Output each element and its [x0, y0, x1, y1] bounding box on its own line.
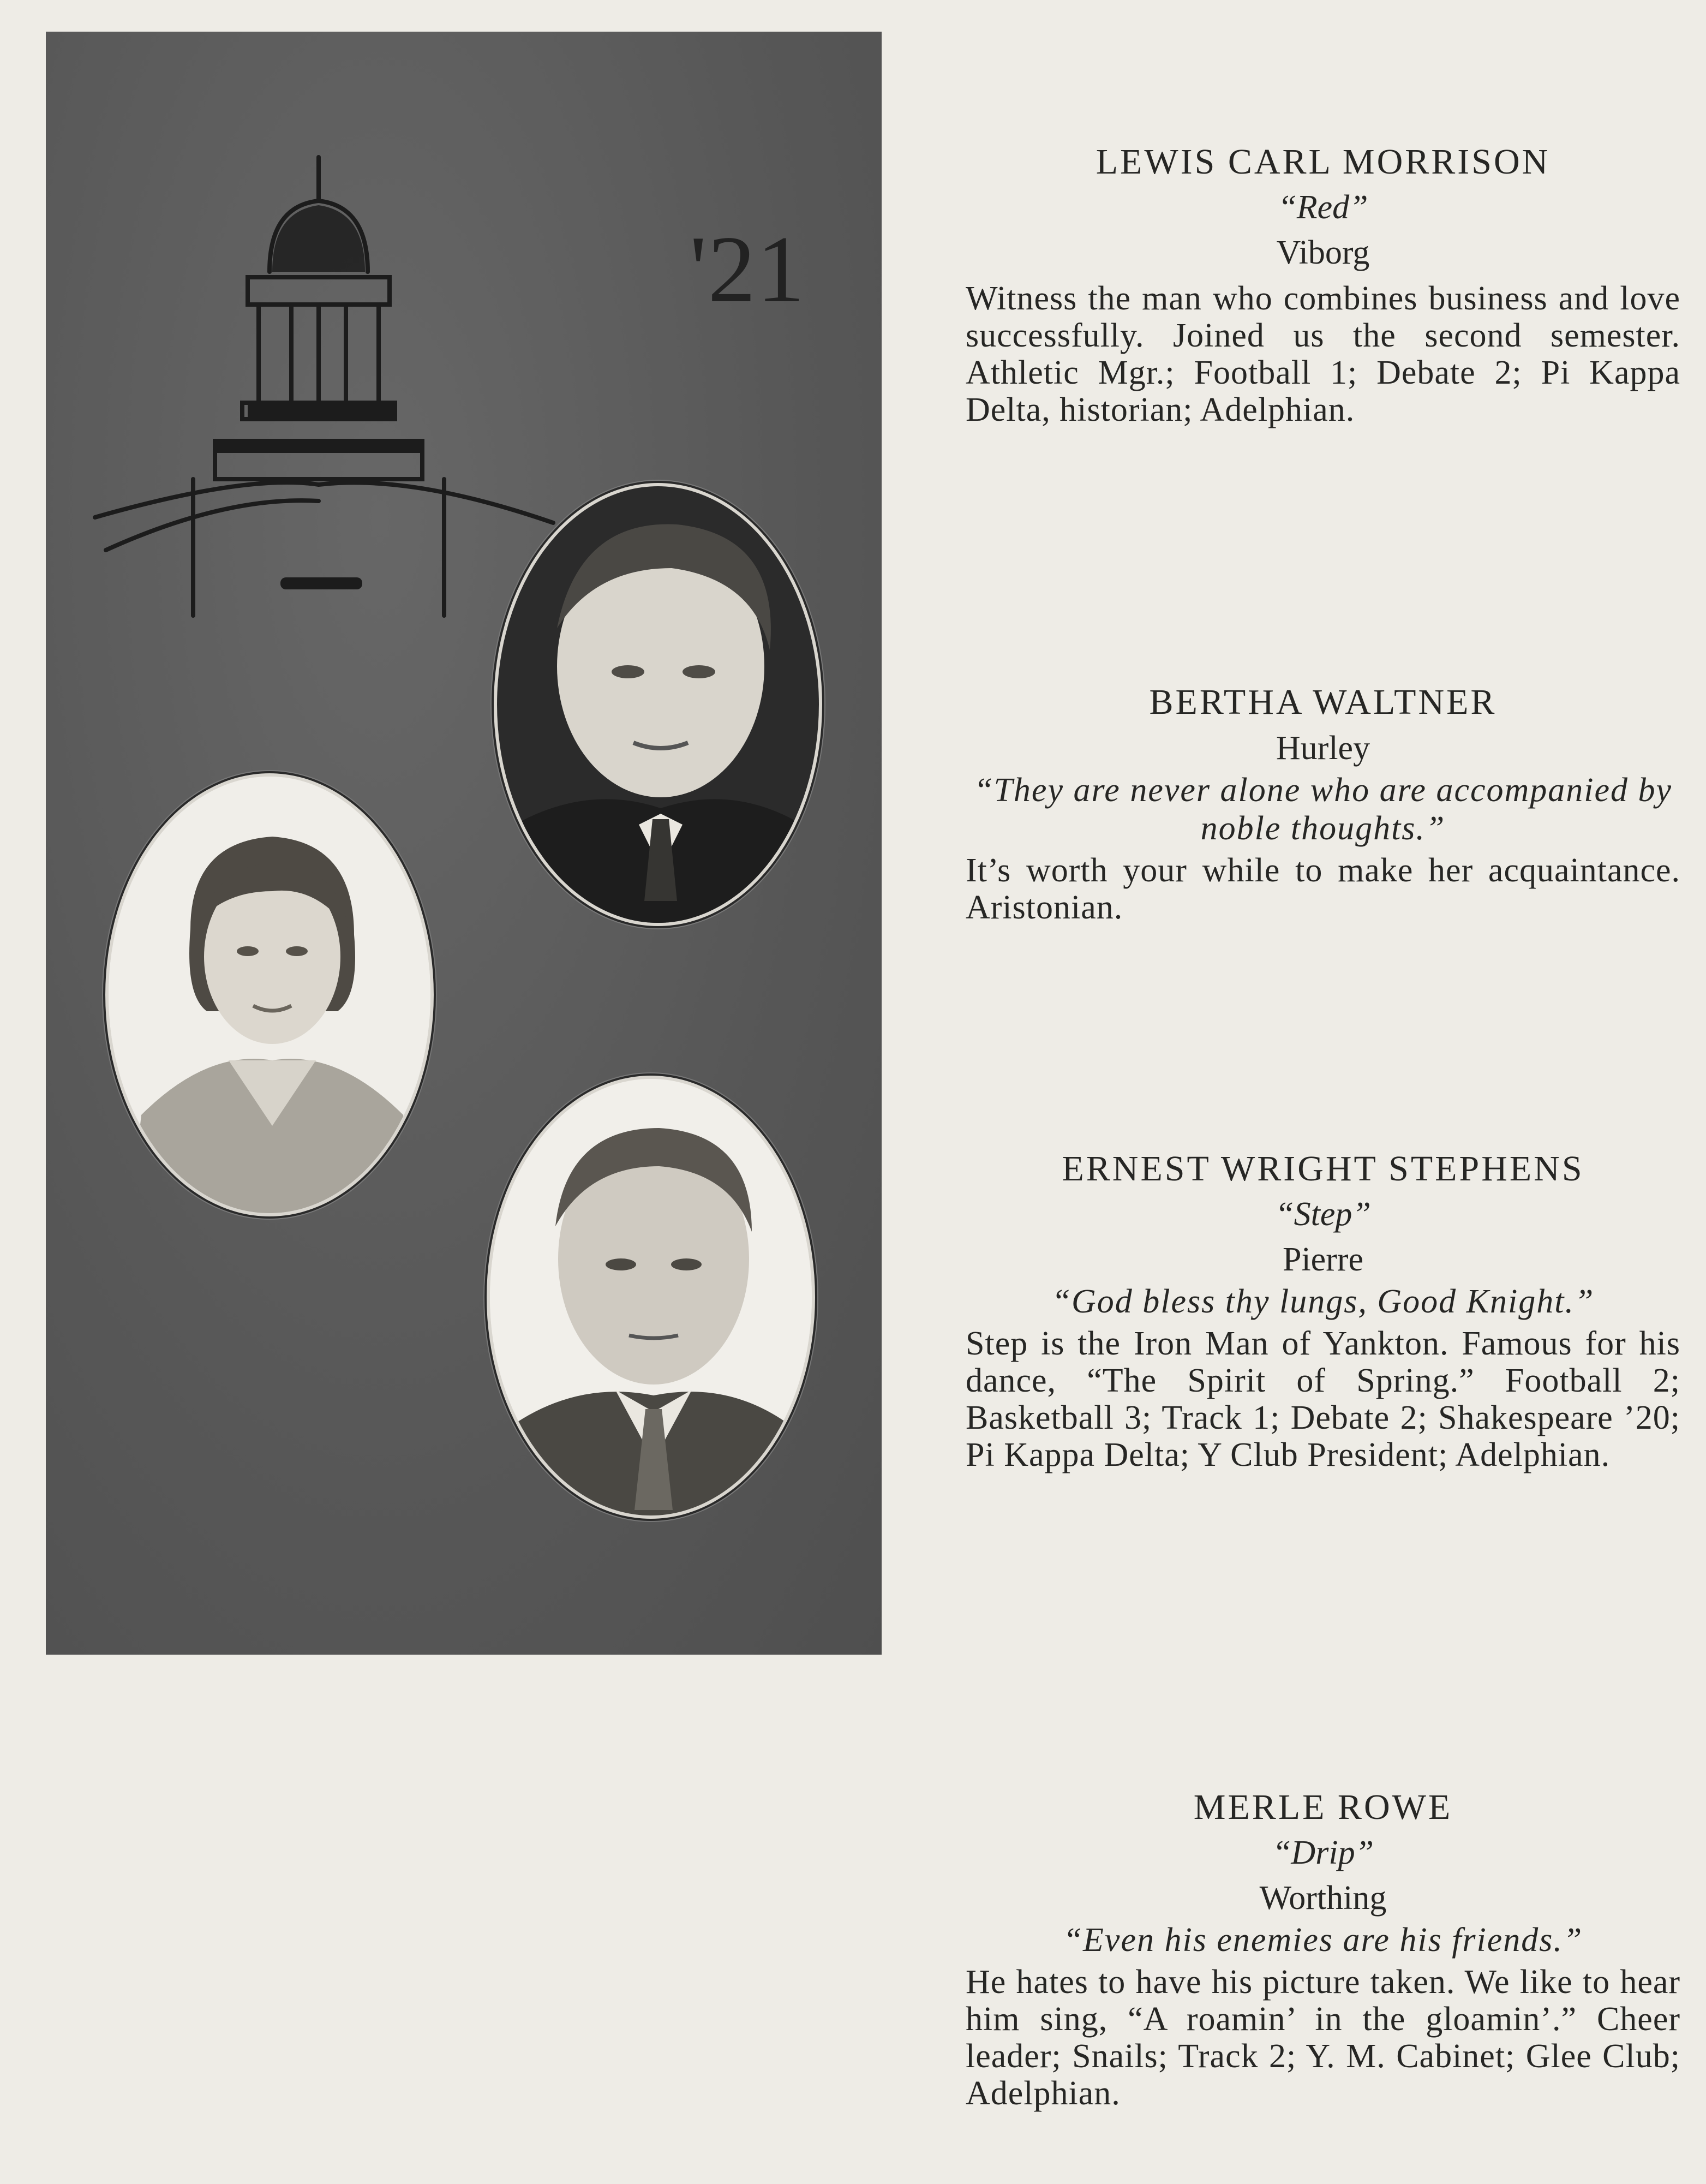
entry-bertha-waltner — [966, 679, 1680, 926]
entry-town: Hurley — [1276, 730, 1370, 767]
photo-panel — [46, 32, 882, 1655]
entry-name: LEWIS CARL MORRISON — [1096, 142, 1551, 182]
entry-lewis-carl-morrison — [966, 139, 1680, 428]
portrait-ernest-wright-stephens — [487, 1076, 815, 1519]
entry-quote: “God bless thy lungs, Good Knight.” — [1051, 1283, 1595, 1320]
entry-nickname: “Red” — [1278, 189, 1368, 226]
entry-bio: He hates to have his picture taken. We like to hear him sing, “A roamin’ in the gloamin’.” Cheer leader; Snails; Track 2; Y. M. Cabinet; Glee Club; Adelphian. — [966, 1964, 1680, 2112]
entry-quote: “Even his enemies are his friends.” — [1063, 1922, 1583, 1959]
cupola-drawing — [84, 146, 564, 626]
entry-town: Viborg — [1276, 234, 1370, 271]
entry-town: Worthing — [1259, 1879, 1387, 1917]
entry-nickname: “Step” — [1275, 1196, 1371, 1233]
entry-merle-rowe — [966, 1785, 1680, 2112]
entry-town: Pierre — [1282, 1241, 1364, 1278]
entry-name: BERTHA WALTNER — [1149, 682, 1497, 722]
entry-bio: Witness the man who combines business and love successfully. Joined us the second semester. Athletic Mgr.; Football 1; Debate 2; Pi Kappa Delta, historian; Adelphian. — [966, 280, 1680, 428]
class-year: '21 — [690, 216, 806, 322]
entry-nickname: “Drip” — [1272, 1834, 1374, 1871]
entry-bio: It’s worth your while to make her acquaintance. Aristonian. — [966, 852, 1680, 926]
entry-bio: Step is the Iron Man of Yankton. Famous for his dance, “The Spirit of Spring.” Football 2; Basketball 3; Track 1; Debate 2; Shakespeare ’20; Pi Kappa Delta; Y Club President; Adelphian. — [966, 1325, 1680, 1473]
entry-quote: “They are never alone who are accompanied by noble thoughts.” — [973, 772, 1673, 847]
entry-name: MERLE ROWE — [1193, 1787, 1453, 1827]
portrait-lewis-carl-morrison — [494, 483, 822, 926]
entry-name: ERNEST WRIGHT STEPHENS — [1062, 1149, 1584, 1189]
entry-ernest-wright-stephens — [966, 1146, 1680, 1473]
portrait-bertha-waltner — [105, 773, 434, 1216]
